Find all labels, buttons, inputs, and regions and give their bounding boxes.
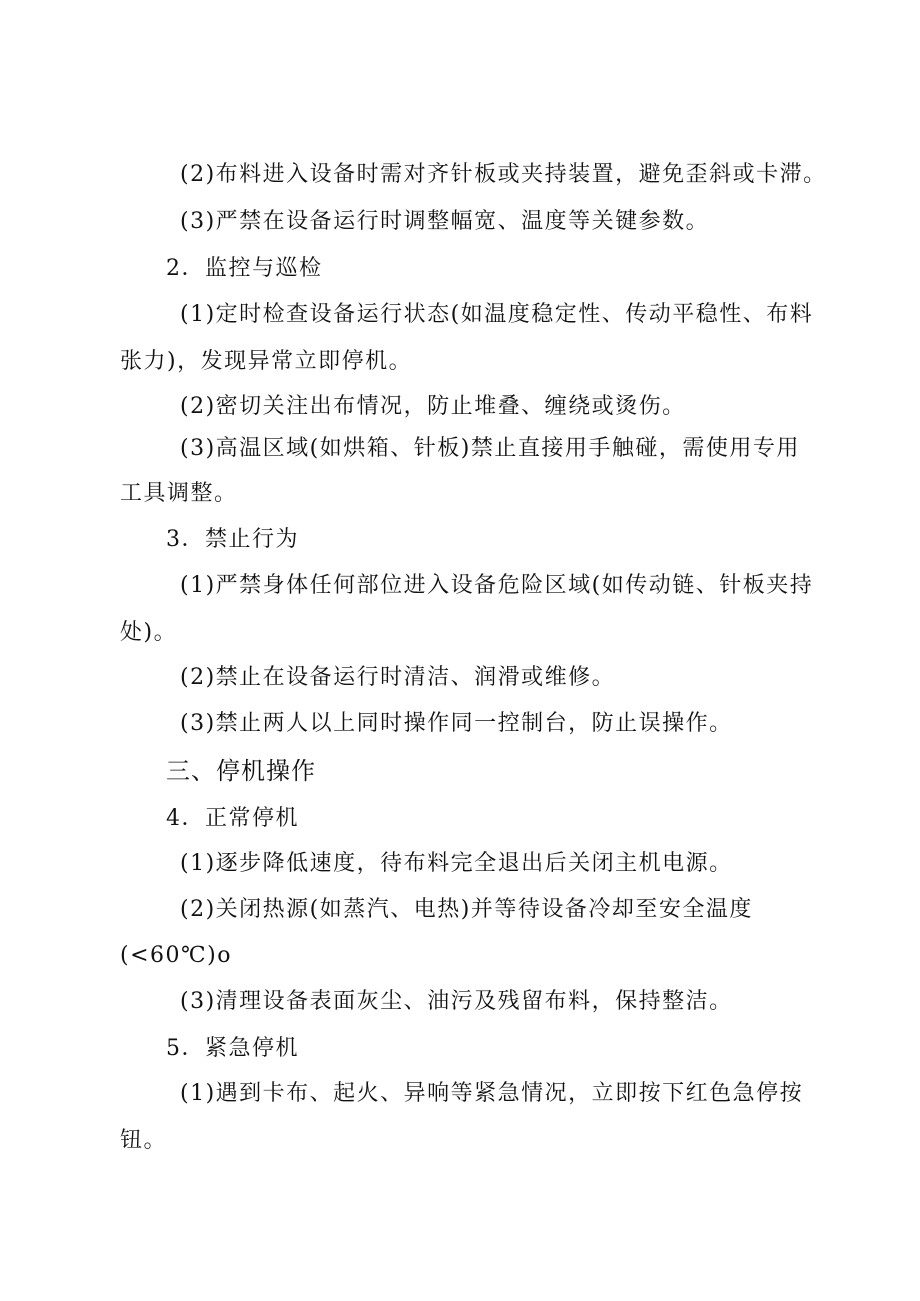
paragraph-line: 工具调整。: [120, 481, 238, 506]
paragraph-line: (2)密切关注出布情况，防止堆叠、缠绕或烫伤。: [180, 394, 686, 419]
paragraph-line: (2)禁止在设备运行时清洁、润滑或维修。: [180, 665, 616, 690]
paragraph-line: (2)布料进入设备时需对齐针板或夹持装置，避免歪斜或卡滞。: [180, 162, 827, 187]
paragraph-line: (3)严禁在设备运行时调整幅宽、温度等关键参数。: [180, 209, 710, 234]
paragraph-line: (1)严禁身体任何部位进入设备危险区域(如传动链、针板夹持: [180, 573, 814, 598]
paragraph-line: 钮。: [120, 1128, 168, 1153]
paragraph-line: (1)逐步降低速度，待布料完全退出后关闭主机电源。: [180, 851, 733, 876]
section-heading: 4．正常停机: [166, 806, 299, 831]
section-heading: 2．监控与巡检: [166, 256, 323, 281]
paragraph-line: (<60℃)o: [120, 943, 232, 968]
chapter-heading: 三、停机操作: [166, 757, 316, 785]
paragraph-line: (3)清理设备表面灰尘、油污及残留布料，保持整洁。: [180, 989, 733, 1014]
section-heading: 3．禁止行为: [166, 527, 299, 552]
section-heading: 5．紧急停机: [166, 1036, 299, 1061]
paragraph-line: 张力)，发现异常立即停机。: [120, 349, 413, 374]
paragraph-line: (1)遇到卡布、起火、异响等紧急情况，立即按下红色急停按: [180, 1081, 804, 1106]
paragraph-line: 处)。: [120, 620, 178, 645]
paragraph-line: (1)定时检查设备运行状态(如温度稳定性、传动平稳性、布料: [180, 302, 814, 327]
paragraph-line: (3)禁止两人以上同时操作同一控制台，防止误操作。: [180, 711, 733, 736]
paragraph-line: (3)高温区域(如烘箱、针板)禁止直接用手触碰，需使用专用: [180, 436, 800, 461]
paragraph-line: (2)关闭热源(如蒸汽、电热)并等待设备冷却至安全温度: [180, 897, 753, 922]
